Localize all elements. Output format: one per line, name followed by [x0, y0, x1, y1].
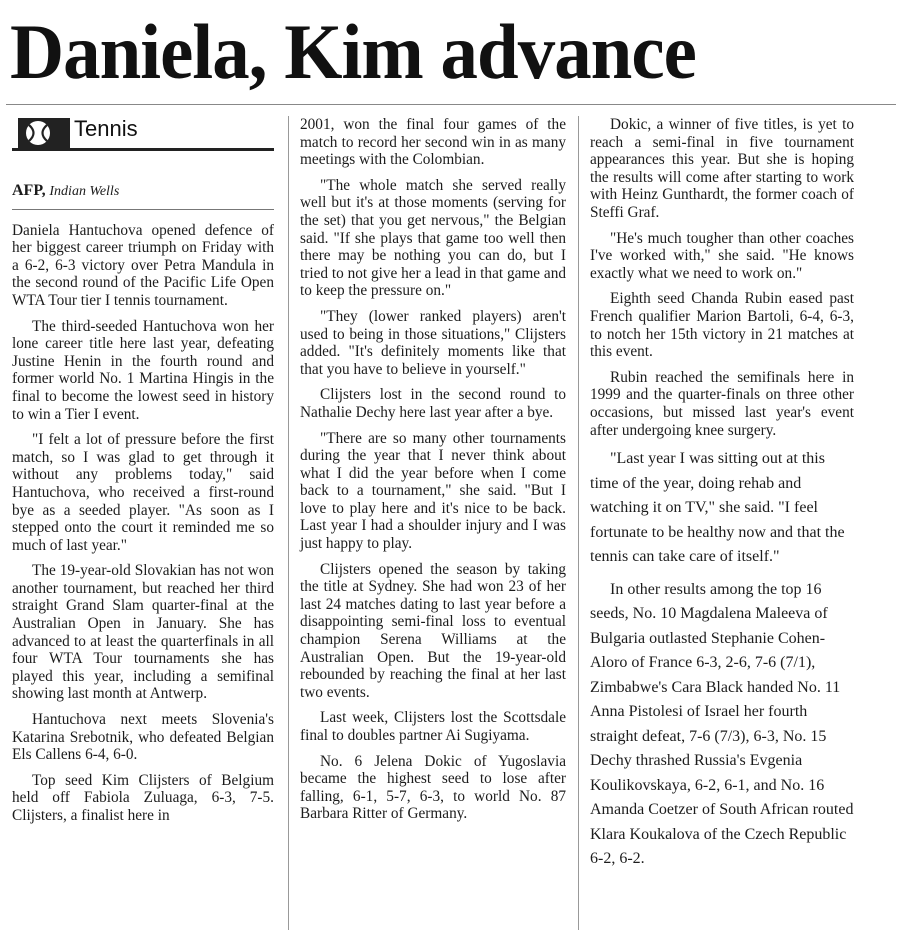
paragraph: Eighth seed Chanda Rubin eased past French qualifier Marion Bartoli, 6-4, 6-3, to notch her 15th victory in 21 matches at this event. [590, 290, 854, 361]
article-column-3 [590, 116, 854, 880]
paragraph: "The whole match she served really well but it's at those moments (serving for the set) that you get nervous," the Belgian said. "If she plays that game too well then there may be nothing you can do, but I tried to not give her a lead in that game and to keep the pressure on." [300, 176, 566, 300]
byline-agency: AFP, [12, 182, 46, 199]
paragraph: The third-seeded Hantuchova won her lone career title here last year, defeating Justine Henin in the fourth round and former world No. 1 Martina Hingis in the final to become the lowest seed in history to win a Tier I event. [12, 317, 274, 423]
section-bar [12, 148, 274, 151]
paragraph: No. 6 Jelena Dokic of Yugoslavia became the highest seed to lose after falling, 6-1, 5-7, 6-3, to world No. 87 Barbara Ritter of Germany. [300, 752, 566, 823]
article-column-1 [12, 116, 274, 833]
paragraph: Daniela Hantuchova opened defence of her biggest career triumph on Friday with a 6-2, 6-3 victory over Petra Mandula in the second round of the Pacific Life Open WTA Tour tier I tennis tournament. [12, 221, 274, 309]
byline [12, 182, 274, 201]
paragraph: The 19-year-old Slovakian has not won another tournament, but reached her third straight Grand Slam quarter-final at the Australian Open in January. She has advanced to at least the quarterfinals in all four WTA Tour tournaments she has played this year, including a semifinal showing last month at Antwerp. [12, 562, 274, 703]
paragraph: Hantuchova next meets Slovenia's Katarina Srebotnik, who defeated Belgian Els Callens 6-4, 6-0. [12, 711, 274, 764]
headline-rule [6, 104, 896, 105]
paragraph: "There are so many other tournaments during the year that I never think about what I did the year before when I come back to a tournament," she said. "But I love to play here and it's nice to be back. Last year I had a shoulder injury and I was just happy to play. [300, 429, 566, 553]
byline-place: Indian Wells [49, 184, 120, 199]
column-divider [288, 116, 289, 930]
paragraph: Clijsters opened the season by taking the title at Sydney. She had won 23 of her last 24 matches dating to last year before a disappointing semi-final loss to eventual champion Serena Williams at the Australian Open. But the 19-year-old rebounded by reaching the final at her last two events. [300, 560, 566, 701]
paragraph: Dokic, a winner of five titles, is yet to reach a semi-final in five tournament appearances this year. But she is hoping the results will come after starting to work with Heinz Gunthardt, the former coach of Steffi Graf. [590, 116, 854, 221]
paragraph: "He's much tougher than other coaches I've worked with," she said. "He knows exactly what we need to work on." [590, 229, 854, 282]
paragraph: "Last year I was sitting out at this time of the year, doing rehab and watching it on TV," she said. "I feel fortunate to be healthy now and that the tennis can take care of itself." [590, 450, 845, 566]
headline: Daniela, Kim advance [10, 8, 696, 95]
paragraph: Last week, Clijsters lost the Scottsdale final to doubles partner Ai Sugiyama. [300, 709, 566, 744]
paragraph: Top seed Kim Clijsters of Belgium held off Fabiola Zuluaga, 6-3, 7-5. Clijsters, a finalist here in [12, 771, 274, 824]
paragraph: "They (lower ranked players) aren't used to being in those situations," Clijsters added. "It's definitely moments like that that you have to believe in yourself." [300, 307, 566, 378]
paragraph: Clijsters lost in the second round to Nathalie Dechy here last year after a bye. [300, 386, 566, 421]
paragraph: Rubin reached the semifinals here in 1999 and the quarter-finals on three other occasions, but missed last year's event after undergoing knee surgery. [590, 368, 854, 439]
byline-rule [12, 209, 274, 210]
paragraph: 2001, won the final four games of the match to record her second win in as many meetings with the Colombian. [300, 116, 566, 169]
paragraph: In other results among the top 16 seeds, No. 10 Magdalena Maleeva of Bulgaria outlasted Stephanie Cohen-Aloro of France 6-3, 2-6, 7-6 (7/1), Zimbabwe's Cara Black handed No. 11 Anna Pistolesi of Israel her fourth straight defeat, 7-6 (7/3), 6-3, No. 15 Dechy thrashed Russia's Evgenia Koulikovskaya, 6-2, 6-1, and No. 16 Amanda Coetzer of South African routed Klara Koukalova of the Czech Republic 6-2, 6-2. [590, 580, 854, 868]
article-column-2 [300, 116, 566, 831]
tennis-ball-icon [12, 118, 70, 148]
section-label: Tennis [74, 116, 138, 141]
section-header [12, 116, 274, 160]
paragraph: "I felt a lot of pressure before the first match, so I was glad to get through it without any problems today," said Hantuchova, who received a first-round bye as a seeded player. "As soon as I stepped onto the court it reminded me so much of last year." [12, 431, 274, 554]
column-divider [578, 116, 579, 930]
